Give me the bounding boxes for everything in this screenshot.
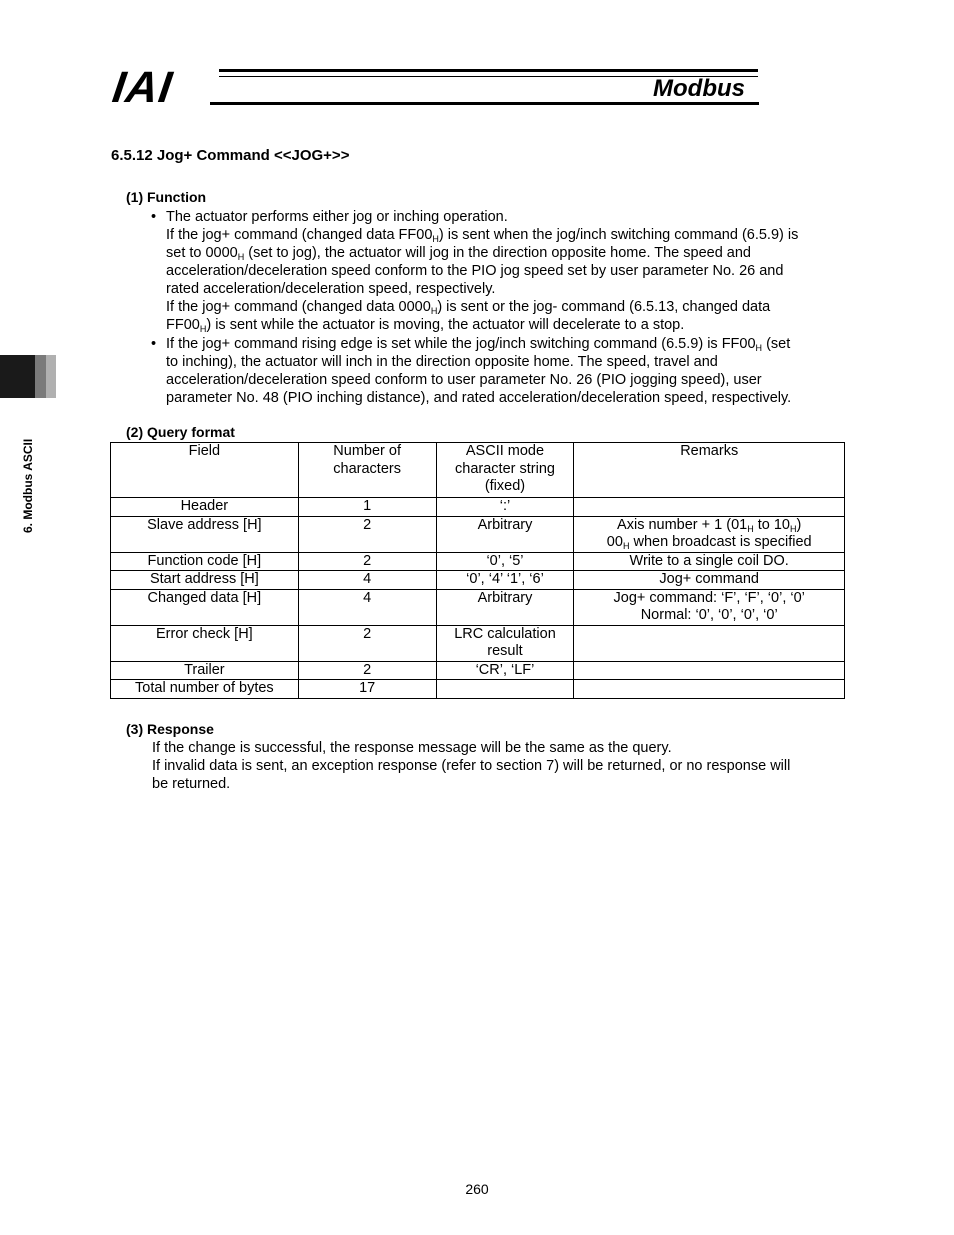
cell-field: Trailer	[111, 661, 299, 680]
cell-remarks	[574, 625, 845, 661]
text-line: set to $0000_H$ (set to jog), the actuator will jog in the direction opposite home. The speed and	[166, 245, 751, 262]
cell-ascii: ‘CR’, ‘LF’	[436, 661, 574, 680]
cell-ascii: ‘:’	[436, 498, 574, 517]
cell-remarks	[574, 498, 845, 517]
cell-remarks	[574, 680, 845, 699]
cell-field: Total number of bytes	[111, 680, 299, 699]
table-row	[111, 571, 845, 590]
bullet-1-dot: •	[151, 209, 157, 225]
text-line: If the jog+ command rising edge is set while the jog/inch switching command (6.5.9) is $FF00_H$ (set	[166, 336, 791, 353]
table-header-row	[111, 443, 845, 498]
cell-count: 4	[298, 589, 436, 625]
cell-ascii: ‘0’, ‘5’	[436, 552, 574, 571]
function-bullet-1	[166, 208, 846, 334]
column-header-ascii: ASCII mode character string (fixed)	[436, 443, 574, 498]
bullet-2-dot: •	[151, 336, 157, 352]
cell-field: Slave address [H]	[111, 516, 299, 552]
text-line: If the change is successful, the response message will be the same as the query.	[152, 740, 672, 756]
page-number: 260	[465, 1181, 489, 1197]
table-row	[111, 516, 845, 552]
text-line: If invalid data is sent, an exception response (refer to section 7) will be returned, or no response will	[152, 758, 791, 774]
cell-count: 2	[298, 661, 436, 680]
response-heading: (3) Response	[126, 721, 214, 737]
iai-logo	[109, 63, 213, 112]
cell-count: 2	[298, 552, 436, 571]
function-heading: (1) Function	[126, 189, 207, 205]
header-rule-top	[219, 69, 758, 72]
cell-ascii	[436, 680, 574, 699]
table-row	[111, 625, 845, 661]
cell-remarks: Jog+ command	[574, 571, 845, 590]
cell-count: 1	[298, 498, 436, 517]
cell-remarks: Jog+ command: ‘F’, ‘F’, ‘0’, ‘0’ Normal: ‘0’, ‘0’, ‘0’, ‘0’	[574, 589, 845, 625]
column-header-field: Field	[111, 443, 299, 498]
text-line: $FF00_H$) is sent while the actuator is moving, the actuator will decelerate to a stop.	[166, 317, 685, 334]
table-row	[111, 552, 845, 571]
column-header-remarks: Remarks	[574, 443, 845, 498]
cell-remarks: Axis number + 1 ($01_H$ to $10_H$) $00_H$ when broadcast is specified	[574, 516, 845, 552]
cell-field: Start address [H]	[111, 571, 299, 590]
column-header-count: Number of characters	[298, 443, 436, 498]
table-row	[111, 589, 845, 625]
text-line: be returned.	[152, 776, 231, 792]
text-line: acceleration/deceleration speed conform to the PIO jog speed set by user parameter No. 26 and	[166, 263, 784, 279]
function-bullet-2	[166, 335, 846, 407]
cell-field: Function code [H]	[111, 552, 299, 571]
cell-count: 4	[298, 571, 436, 590]
header-title: Modbus	[653, 75, 745, 102]
response-text	[152, 739, 852, 793]
query-heading: (2) Query format	[126, 424, 235, 440]
text-line: acceleration/deceleration speed conform to user parameter No. 26 (PIO jogging speed), user	[166, 372, 762, 388]
cell-remarks: Write to a single coil DO.	[574, 552, 845, 571]
text-line: If the jog+ command (changed data $0000_H$) is sent or the jog- command (6.5.13, changed data	[166, 299, 771, 316]
query-format-table	[110, 442, 845, 699]
cell-ascii: Arbitrary	[436, 589, 574, 625]
chapter-tab-mid	[35, 355, 46, 398]
cell-ascii: LRC calculation result	[436, 625, 574, 661]
cell-remarks	[574, 661, 845, 680]
text-line: parameter No. 48 (PIO inching distance), and rated acceleration/deceleration speed, respectively.	[166, 390, 792, 406]
cell-ascii: ‘0’, ‘4’ ‘1’, ‘6’	[436, 571, 574, 590]
cell-count: 17	[298, 680, 436, 699]
table-row	[111, 661, 845, 680]
text-line: If the jog+ command (changed data $FF00_H$) is sent when the jog/inch switching command (6.5.9) is	[166, 227, 799, 244]
text-line: rated acceleration/deceleration speed, respectively.	[166, 281, 496, 297]
logo-text: IAI	[109, 63, 176, 112]
table-row	[111, 498, 845, 517]
cell-field: Error check [H]	[111, 625, 299, 661]
section-title: 6.5.12 Jog+ Command <<JOG+>>	[111, 147, 350, 164]
text-line: The actuator performs either jog or inching operation.	[166, 209, 508, 225]
cell-ascii: Arbitrary	[436, 516, 574, 552]
chapter-tab-dark	[0, 355, 35, 398]
chapter-label: 6. Modbus ASCII	[21, 438, 35, 533]
text-line: to inching), the actuator will inch in the direction opposite home. The speed, travel and	[166, 354, 718, 370]
table-row	[111, 680, 845, 699]
cell-count: 2	[298, 516, 436, 552]
cell-field: Changed data [H]	[111, 589, 299, 625]
cell-field: Header	[111, 498, 299, 517]
cell-count: 2	[298, 625, 436, 661]
chapter-tab-light	[46, 355, 56, 398]
